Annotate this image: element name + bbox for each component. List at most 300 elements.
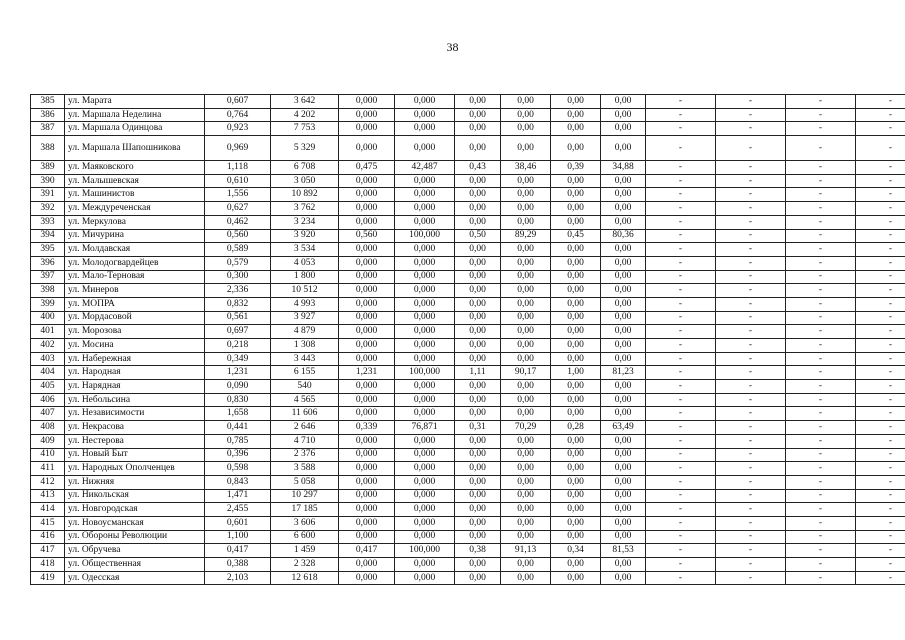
value-cell: 6 600 [271,530,339,544]
dash-cell: - [716,407,786,421]
value-cell: 0,00 [601,284,646,298]
value-cell: 0,00 [501,311,551,325]
dash-cell: - [646,407,716,421]
street-name: ул. Народная [65,366,205,380]
value-cell: 0,000 [395,136,455,161]
value-cell: 0,00 [551,380,601,394]
value-cell: 1,556 [205,188,271,202]
value-cell: 0,00 [455,215,501,229]
value-cell: 0,00 [551,530,601,544]
dash-cell: - [716,462,786,476]
value-cell: 0,00 [455,448,501,462]
value-cell: 3 534 [271,243,339,257]
dash-cell: - [786,448,856,462]
dash-cell: - [646,530,716,544]
dash-cell: - [716,202,786,216]
value-cell: 91,13 [501,544,551,558]
value-cell: 0,00 [455,311,501,325]
value-cell: 0,00 [501,380,551,394]
dash-cell: - [716,311,786,325]
value-cell: 0,00 [501,243,551,257]
value-cell: 0,00 [501,270,551,284]
value-cell: 100,000 [395,229,455,243]
street-name: ул. Маршала Одинцова [65,122,205,136]
value-cell: 4 053 [271,256,339,270]
value-cell: 0,00 [501,448,551,462]
row-number: 417 [31,544,65,558]
street-name: ул. МОПРА [65,297,205,311]
value-cell: 0,561 [205,311,271,325]
value-cell: 3 762 [271,202,339,216]
street-name: ул. Народных Ополченцев [65,462,205,476]
value-cell: 90,17 [501,366,551,380]
dash-cell: - [856,325,905,339]
page-number: 38 [446,40,459,54]
dash-cell: - [786,380,856,394]
value-cell: 0,000 [339,136,395,161]
dash-cell: - [786,229,856,243]
value-cell: 0,28 [551,421,601,435]
value-cell: 0,000 [395,516,455,530]
dash-cell: - [856,311,905,325]
value-cell: 0,00 [601,516,646,530]
value-cell: 0,000 [339,393,395,407]
value-cell: 0,589 [205,243,271,257]
dash-cell: - [786,544,856,558]
dash-cell: - [646,122,716,136]
dash-cell: - [646,215,716,229]
street-name: ул. Мало-Терновая [65,270,205,284]
table-row [31,202,905,216]
value-cell: 0,00 [551,475,601,489]
value-cell: 0,00 [455,188,501,202]
dash-cell: - [716,108,786,122]
dash-cell: - [716,161,786,175]
value-cell: 0,560 [205,229,271,243]
dash-cell: - [646,202,716,216]
dash-cell: - [646,352,716,366]
value-cell: 1,118 [205,161,271,175]
value-cell: 10 892 [271,188,339,202]
table-row [31,516,905,530]
value-cell: 0,00 [601,448,646,462]
dash-cell: - [716,530,786,544]
street-name: ул. Маршала Шапошникова [65,136,205,161]
value-cell: 0,000 [395,393,455,407]
value-cell: 0,00 [455,503,501,517]
value-cell: 1,471 [205,489,271,503]
value-cell: 0,00 [601,202,646,216]
dash-cell: - [716,434,786,448]
table-row [31,311,905,325]
row-number: 407 [31,407,65,421]
value-cell: 0,000 [395,270,455,284]
value-cell: 1,11 [455,366,501,380]
value-cell: 3 606 [271,516,339,530]
value-cell: 0,00 [501,215,551,229]
dash-cell: - [646,339,716,353]
dash-cell: - [646,311,716,325]
dash-cell: - [786,311,856,325]
street-name: ул. Нестерова [65,434,205,448]
dash-cell: - [716,558,786,572]
dash-cell: - [786,530,856,544]
dash-cell: - [856,571,905,585]
value-cell: 4 202 [271,108,339,122]
dash-cell: - [786,284,856,298]
dash-cell: - [786,352,856,366]
value-cell: 0,00 [501,325,551,339]
dash-cell: - [646,325,716,339]
value-cell: 0,00 [551,339,601,353]
row-number: 386 [31,108,65,122]
value-cell: 0,00 [601,95,646,109]
dash-cell: - [646,161,716,175]
street-name: ул. Новый Быт [65,448,205,462]
table-row [31,161,905,175]
value-cell: 0,00 [551,215,601,229]
table-row [31,174,905,188]
value-cell: 0,00 [455,284,501,298]
value-cell: 0,00 [501,256,551,270]
value-cell: 0,000 [339,108,395,122]
dash-cell: - [716,95,786,109]
dash-cell: - [716,489,786,503]
value-cell: 0,00 [551,325,601,339]
dash-cell: - [716,421,786,435]
street-name: ул. Обручева [65,544,205,558]
value-cell: 0,00 [601,325,646,339]
dash-cell: - [716,122,786,136]
value-cell: 6 708 [271,161,339,175]
value-cell: 0,607 [205,95,271,109]
value-cell: 0,00 [551,462,601,476]
dash-cell: - [786,325,856,339]
dash-cell: - [716,544,786,558]
value-cell: 0,000 [395,215,455,229]
value-cell: 76,871 [395,421,455,435]
dash-cell: - [646,448,716,462]
value-cell: 0,969 [205,136,271,161]
value-cell: 0,00 [455,434,501,448]
row-number: 396 [31,256,65,270]
dash-cell: - [856,256,905,270]
value-cell: 12 618 [271,571,339,585]
value-cell: 0,000 [339,448,395,462]
street-name: ул. Одесская [65,571,205,585]
value-cell: 0,000 [395,284,455,298]
dash-cell: - [786,407,856,421]
value-cell: 0,31 [455,421,501,435]
dash-cell: - [716,188,786,202]
value-cell: 0,843 [205,475,271,489]
table-row [31,407,905,421]
table-row [31,558,905,572]
value-cell: 34,88 [601,161,646,175]
dash-cell: - [856,243,905,257]
value-cell: 0,000 [339,270,395,284]
row-number: 388 [31,136,65,161]
dash-cell: - [786,434,856,448]
value-cell: 0,000 [395,174,455,188]
value-cell: 0,000 [339,352,395,366]
value-cell: 17 185 [271,503,339,517]
dash-cell: - [786,174,856,188]
value-cell: 0,00 [551,174,601,188]
row-number: 419 [31,571,65,585]
street-name: ул. Мордасовой [65,311,205,325]
value-cell: 3 920 [271,229,339,243]
street-name: ул. Минеров [65,284,205,298]
value-cell: 3 588 [271,462,339,476]
value-cell: 5 058 [271,475,339,489]
dash-cell: - [786,571,856,585]
row-number: 398 [31,284,65,298]
dash-cell: - [786,161,856,175]
value-cell: 0,000 [339,202,395,216]
value-cell: 4 565 [271,393,339,407]
dash-cell: - [716,380,786,394]
value-cell: 0,000 [339,571,395,585]
street-name: ул. Маршала Неделина [65,108,205,122]
value-cell: 0,00 [501,188,551,202]
value-cell: 0,000 [339,256,395,270]
value-cell: 1,231 [205,366,271,380]
dash-cell: - [786,243,856,257]
dash-cell: - [716,339,786,353]
value-cell: 0,300 [205,270,271,284]
value-cell: 1,100 [205,530,271,544]
street-name: ул. Малышевская [65,174,205,188]
dash-cell: - [646,462,716,476]
dash-cell: - [646,434,716,448]
dash-cell: - [856,229,905,243]
value-cell: 0,38 [455,544,501,558]
dash-cell: - [646,188,716,202]
value-cell: 0,00 [455,571,501,585]
value-cell: 0,00 [455,270,501,284]
value-cell: 0,462 [205,215,271,229]
dash-cell: - [716,270,786,284]
value-cell: 0,560 [339,229,395,243]
street-name: ул. Независимости [65,407,205,421]
dash-cell: - [856,544,905,558]
dash-cell: - [646,108,716,122]
row-number: 403 [31,352,65,366]
value-cell: 0,00 [501,516,551,530]
row-number: 393 [31,215,65,229]
dash-cell: - [856,434,905,448]
dash-cell: - [646,284,716,298]
dash-cell: - [716,229,786,243]
value-cell: 0,00 [601,136,646,161]
value-cell: 10 297 [271,489,339,503]
row-number: 413 [31,489,65,503]
table-row [31,475,905,489]
value-cell: 0,00 [601,174,646,188]
value-cell: 0,00 [551,256,601,270]
value-cell: 0,000 [339,297,395,311]
dash-cell: - [716,366,786,380]
value-cell: 1,658 [205,407,271,421]
value-cell: 0,000 [395,297,455,311]
dash-cell: - [786,256,856,270]
value-cell: 0,00 [455,202,501,216]
value-cell: 0,832 [205,297,271,311]
value-cell: 0,00 [455,393,501,407]
dash-cell: - [856,558,905,572]
dash-cell: - [646,503,716,517]
street-name: ул. Морозова [65,325,205,339]
row-number: 414 [31,503,65,517]
row-number: 418 [31,558,65,572]
table-row [31,530,905,544]
dash-cell: - [716,174,786,188]
value-cell: 4 993 [271,297,339,311]
value-cell: 0,000 [339,475,395,489]
value-cell: 0,50 [455,229,501,243]
value-cell: 11 606 [271,407,339,421]
value-cell: 0,000 [339,284,395,298]
value-cell: 0,00 [501,489,551,503]
dash-cell: - [786,297,856,311]
value-cell: 0,00 [501,284,551,298]
table-row [31,544,905,558]
table-row [31,380,905,394]
value-cell: 2,336 [205,284,271,298]
dash-cell: - [646,270,716,284]
value-cell: 2 376 [271,448,339,462]
value-cell: 0,00 [551,202,601,216]
value-cell: 0,00 [501,339,551,353]
value-cell: 0,000 [339,243,395,257]
value-cell: 0,000 [339,530,395,544]
value-cell: 0,00 [455,95,501,109]
value-cell: 0,00 [551,558,601,572]
dash-cell: - [716,325,786,339]
value-cell: 0,417 [205,544,271,558]
dash-cell: - [646,475,716,489]
row-number: 387 [31,122,65,136]
table-row [31,448,905,462]
value-cell: 0,475 [339,161,395,175]
value-cell: 0,00 [601,215,646,229]
value-cell: 0,000 [395,530,455,544]
value-cell: 0,00 [551,95,601,109]
dash-cell: - [716,352,786,366]
dash-cell: - [716,215,786,229]
street-name: ул. Междуреченская [65,202,205,216]
value-cell: 0,00 [601,270,646,284]
street-name: ул. Новгородская [65,503,205,517]
value-cell: 81,23 [601,366,646,380]
value-cell: 2 646 [271,421,339,435]
value-cell: 0,000 [339,558,395,572]
value-cell: 0,00 [601,434,646,448]
table-body [31,95,905,585]
value-cell: 0,923 [205,122,271,136]
street-name: ул. Молодогвардейцев [65,256,205,270]
dash-cell: - [856,215,905,229]
value-cell: 81,53 [601,544,646,558]
value-cell: 0,00 [501,174,551,188]
value-cell: 0,000 [395,325,455,339]
value-cell: 0,785 [205,434,271,448]
dash-cell: - [646,558,716,572]
value-cell: 0,00 [551,136,601,161]
value-cell: 0,00 [551,270,601,284]
value-cell: 0,00 [601,571,646,585]
dash-cell: - [716,393,786,407]
value-cell: 0,00 [551,407,601,421]
value-cell: 1 308 [271,339,339,353]
value-cell: 0,00 [551,393,601,407]
value-cell: 0,00 [601,297,646,311]
value-cell: 0,000 [395,407,455,421]
value-cell: 2,455 [205,503,271,517]
dash-cell: - [786,462,856,476]
value-cell: 0,00 [501,122,551,136]
dash-cell: - [856,284,905,298]
dash-cell: - [786,122,856,136]
row-number: 401 [31,325,65,339]
value-cell: 0,000 [395,475,455,489]
dash-cell: - [856,174,905,188]
dash-cell: - [786,108,856,122]
dash-cell: - [716,516,786,530]
value-cell: 89,29 [501,229,551,243]
value-cell: 0,00 [501,530,551,544]
value-cell: 0,441 [205,421,271,435]
value-cell: 0,000 [395,448,455,462]
value-cell: 6 155 [271,366,339,380]
dash-cell: - [856,188,905,202]
value-cell: 0,00 [455,530,501,544]
value-cell: 0,388 [205,558,271,572]
value-cell: 3 050 [271,174,339,188]
street-name: ул. Новоусманская [65,516,205,530]
value-cell: 0,00 [601,122,646,136]
value-cell: 0,00 [551,311,601,325]
street-name: ул. Нижняя [65,475,205,489]
dash-cell: - [856,297,905,311]
dash-cell: - [786,95,856,109]
value-cell: 0,000 [339,516,395,530]
dash-cell: - [646,136,716,161]
dash-cell: - [856,448,905,462]
row-number: 406 [31,393,65,407]
value-cell: 0,00 [601,475,646,489]
value-cell: 63,49 [601,421,646,435]
value-cell: 0,000 [395,571,455,585]
street-name: ул. Молдавская [65,243,205,257]
value-cell: 0,000 [339,95,395,109]
dash-cell: - [786,202,856,216]
value-cell: 0,000 [339,462,395,476]
dash-cell: - [716,256,786,270]
row-number: 394 [31,229,65,243]
dash-cell: - [716,503,786,517]
value-cell: 100,000 [395,366,455,380]
value-cell: 4 879 [271,325,339,339]
dash-cell: - [856,530,905,544]
value-cell: 0,00 [501,136,551,161]
dash-cell: - [856,489,905,503]
dash-cell: - [786,421,856,435]
dash-cell: - [646,243,716,257]
dash-cell: - [856,270,905,284]
street-name: ул. Марата [65,95,205,109]
